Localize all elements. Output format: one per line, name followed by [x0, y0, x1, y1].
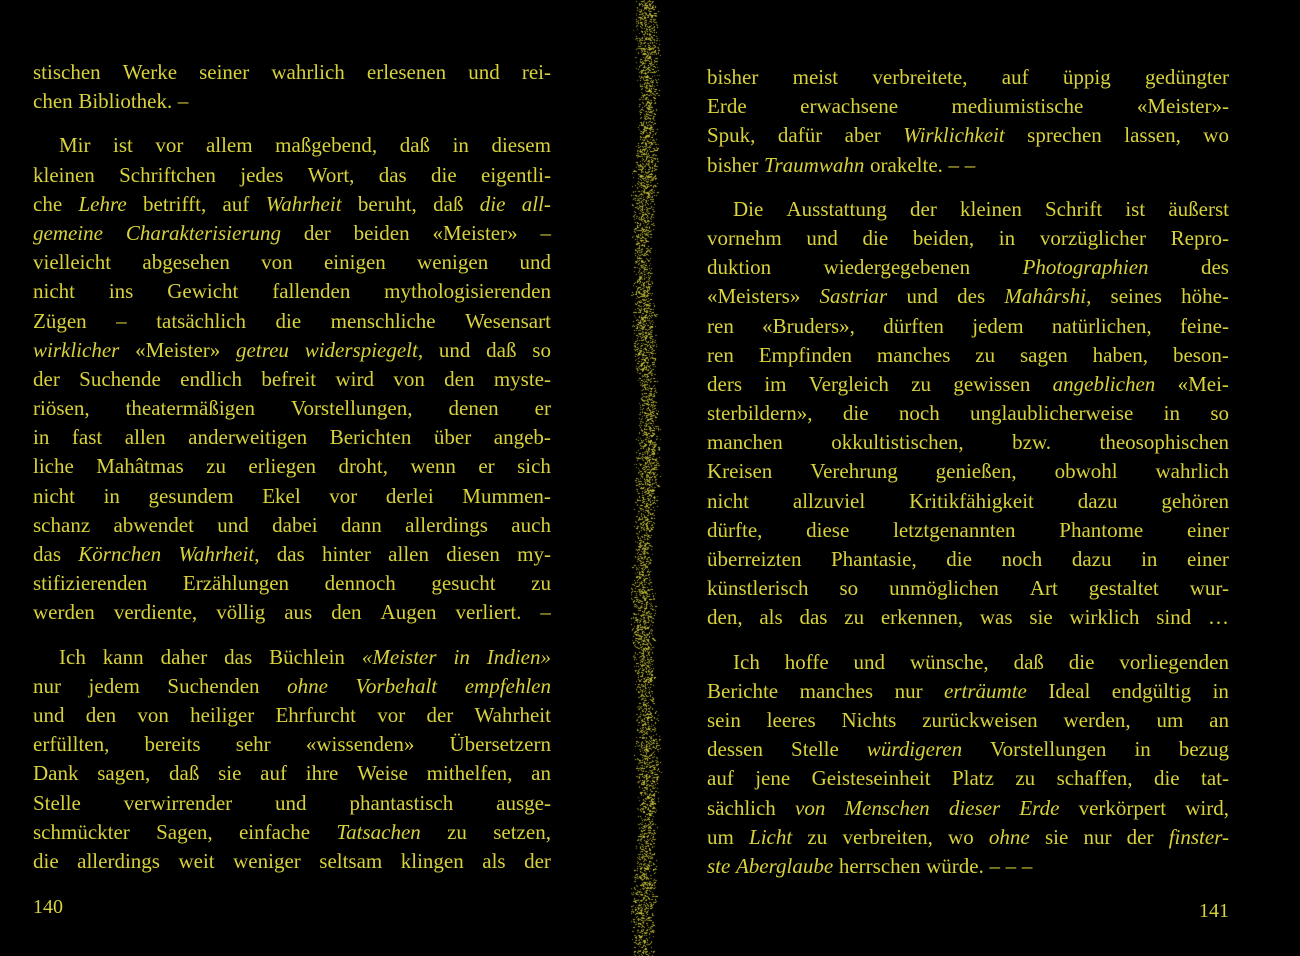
text-line: schanz abwendet und dabei dann allerdings auch — [33, 512, 551, 537]
text-line: in fast allen anderweitigen Berichten über angeb- — [33, 425, 551, 450]
text-line: Stelle verwirrender und phantastisch ausge- — [33, 790, 551, 815]
text-line: chen Bibliothek. – — [33, 89, 189, 114]
text-line: das Körnchen Wahrheit, das hinter allen diesen my- — [33, 542, 551, 566]
text-line: die allerdings weit weniger seltsam klingen als der — [33, 848, 551, 873]
text-line: dessen Stelle würdigeren Vorstellungen in bezug — [707, 737, 1229, 762]
text-line: duktion wiedergegebenen Photographien des — [707, 255, 1229, 280]
text-line: der Suchende endlich befreit wird von den myste- — [33, 366, 551, 391]
text-line: «Meisters» Sastriar und des Mahârshi, seines höhe- — [707, 284, 1229, 309]
paragraph — [707, 195, 1229, 633]
paragraph — [33, 131, 551, 627]
text-line: stischen Werke seiner wahrlich erlesenen und rei- — [33, 60, 551, 84]
text-line: kleinen Schriftchen jedes Wort, das die eigentli- — [33, 162, 551, 187]
text-line: vornehm und die beiden, in vorzüglicher Repro- — [707, 225, 1229, 250]
paragraph — [33, 58, 551, 116]
text-line: liche Mahâtmas zu erliegen droht, wenn er sich — [33, 454, 551, 479]
page-number-left: 140 — [33, 896, 63, 918]
text-line: nicht allzuviel Kritikfähigkeit dazu gehören — [707, 488, 1229, 513]
text-line: nur jedem Suchenden ohne Vorbehalt empfehlen — [33, 673, 551, 698]
paragraph — [707, 63, 1229, 180]
text-line: vielleicht abgesehen von einigen wenigen und — [33, 250, 551, 275]
text-line: ren Empfinden manches zu sagen haben, beson- — [707, 342, 1229, 367]
text-line: dürfte, diese letztgenannten Phantome einer — [707, 517, 1229, 542]
paragraph — [33, 643, 551, 877]
text-line: erfüllten, bereits sehr «wissenden» Übersetzern — [33, 732, 551, 757]
text-line: künstlerisch so unmöglichen Art gestaltet wur- — [707, 576, 1229, 601]
text-line: schmückter Sagen, einfache Tatsachen zu setzen, — [33, 819, 551, 844]
text-line: riösen, theatermäßigen Vorstellungen, denen er — [33, 396, 551, 421]
text-line: und den von heiliger Ehrfurcht vor der Wahrheit — [33, 702, 551, 727]
text-line: nicht in gesundem Ekel vor derlei Mummen- — [33, 483, 551, 508]
text-line: werden verdiente, völlig aus den Augen verliert. – — [33, 600, 551, 625]
text-line: ders im Vergleich zu gewissen angeblichen «Mei- — [707, 371, 1229, 396]
paragraph — [707, 648, 1229, 882]
text-line: stifizierenden Erzählungen dennoch gesucht zu — [33, 571, 551, 596]
text-line: um Licht zu verbreiten, wo ohne sie nur der finster- — [707, 824, 1229, 849]
text-line: bisher meist verbreitete, auf üppig gedüngter — [707, 65, 1229, 89]
text-line: den, als das zu erkennen, was sie wirklich sind … — [707, 605, 1229, 630]
text-line: Die Ausstattung der kleinen Schrift ist äußerst — [733, 196, 1229, 221]
text-line: gemeine Charakterisierung der beiden «Meister» – — [33, 220, 551, 245]
text-line: bisher Traumwahn orakelte. – – — [707, 152, 976, 177]
book-page-right — [707, 63, 1229, 881]
text-line: Dank sagen, daß sie auf ihre Weise mithelfen, an — [33, 761, 551, 786]
text-line: wirklicher «Meister» getreu widerspiegelt, und daß so — [33, 337, 551, 362]
page-number-right: 141 — [1199, 900, 1229, 922]
text-line: nicht ins Gewicht fallenden mythologisierenden — [33, 279, 551, 304]
text-line: che Lehre betrifft, auf Wahrheit beruht, daß die all- — [33, 191, 551, 216]
text-line: Berichte manches nur erträumte Ideal endgültig in — [707, 678, 1229, 703]
text-line: Zügen – tatsächlich die menschliche Wesensart — [33, 308, 551, 333]
book-page-left — [33, 58, 551, 876]
text-line: ren «Bruders», dürften jedem natürlichen, feine- — [707, 313, 1229, 338]
text-line: sein leeres Nichts zurückweisen werden, um an — [707, 707, 1229, 732]
text-line: sterbildern», die noch unglaublicherweise in so — [707, 401, 1229, 426]
text-line: auf jene Geisteseinheit Platz zu schaffen, die tat- — [707, 766, 1229, 791]
text-line: Kreisen Verehrung genießen, obwohl wahrlich — [707, 459, 1229, 484]
text-line: manchen okkultistischen, bzw. theosophischen — [707, 430, 1229, 455]
text-line: Spuk, dafür aber Wirklichkeit sprechen lassen, wo — [707, 123, 1229, 148]
text-line: Ich hoffe und wünsche, daß die vorliegenden — [733, 649, 1229, 674]
text-line: Mir ist vor allem maßgebend, daß in diesem — [59, 133, 551, 158]
text-line: ste Aberglaube herrschen würde. – – – — [707, 853, 1033, 878]
text-line: Erde erwachsene mediumistische «Meister»- — [707, 94, 1229, 119]
text-line: sächlich von Menschen dieser Erde verkörpert wird, — [707, 795, 1229, 820]
text-line: überreizten Phantasie, die noch dazu in einer — [707, 547, 1229, 571]
book-gutter-noise — [631, 0, 663, 956]
text-line: Ich kann daher das Büchlein «Meister in Indien» — [59, 644, 551, 669]
